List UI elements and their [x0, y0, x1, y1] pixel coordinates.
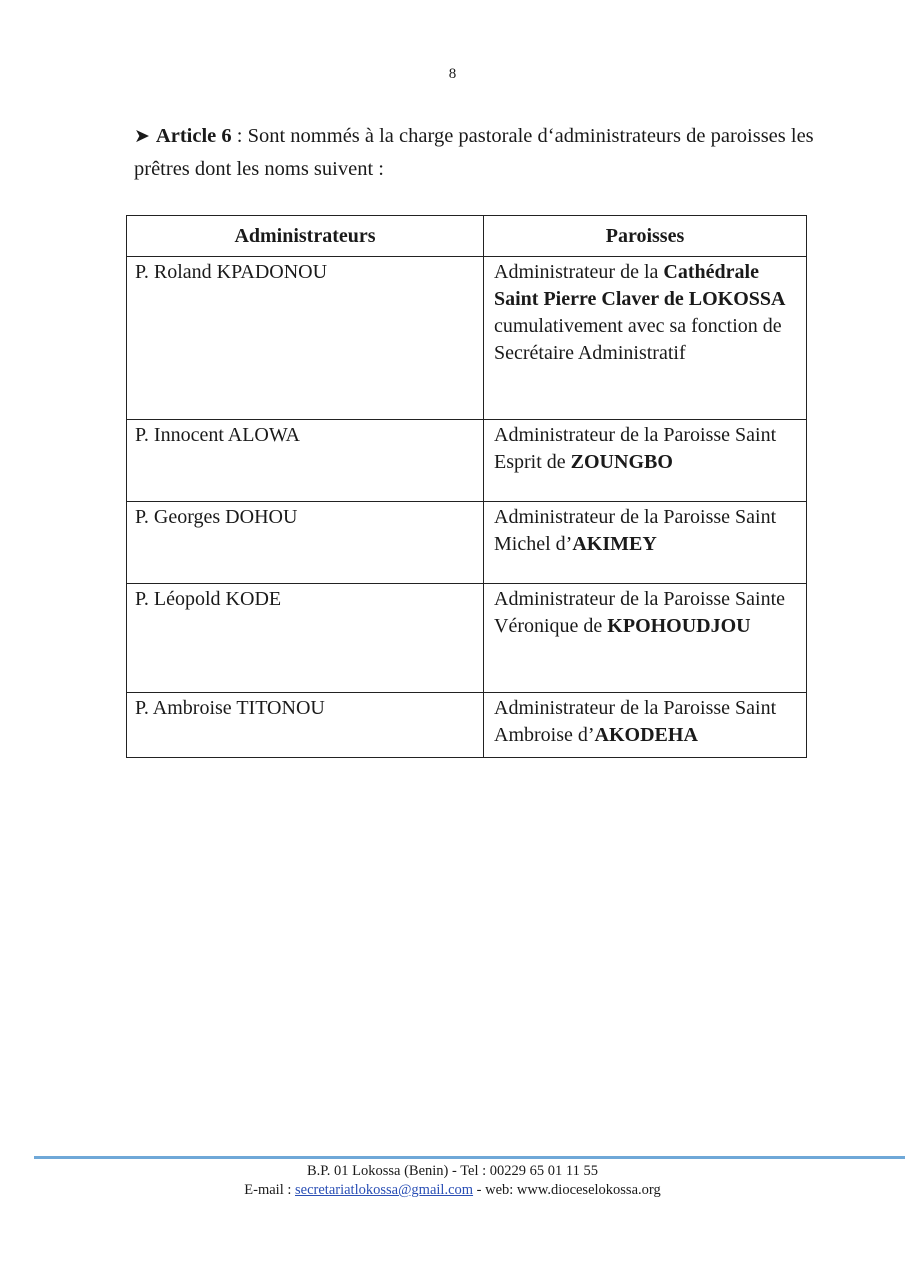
footer-divider [34, 1156, 905, 1159]
table-row [127, 584, 807, 693]
table-row [127, 502, 807, 584]
article-paragraph [134, 120, 824, 185]
parish-assignment: Administrateur de la Paroisse Saint Ambroise d’AKODEHA [484, 693, 807, 758]
nominations-table [126, 215, 807, 758]
admin-name: P. Léopold KODE [127, 584, 484, 693]
table-row [127, 257, 807, 420]
admin-name: P. Georges DOHOU [127, 502, 484, 584]
admin-name: P. Ambroise TITONOU [127, 693, 484, 758]
table-row [127, 420, 807, 502]
footer [0, 1162, 905, 1200]
page-number: 8 [448, 66, 457, 82]
parish-assignment: Administrateur de la Cathédrale Saint Pierre Claver de LOKOSSA cumulativement avec sa fonction de Secrétaire Administratif [484, 257, 807, 420]
email-label: E-mail : [244, 1182, 296, 1198]
table-header-row [127, 216, 807, 257]
table-row [127, 693, 807, 758]
header-administrateurs: Administrateurs [127, 216, 484, 257]
parish-assignment: Administrateur de la Paroisse Saint Esprit de ZOUNGBO [484, 420, 807, 502]
footer-address: B.P. 01 Lokossa (Benin) - Tel : 00229 65 01 11 55 [307, 1163, 598, 1179]
admin-name: P. Roland KPADONOU [127, 257, 484, 420]
web-address: - web: www.dioceselokossa.org [473, 1182, 661, 1198]
header-paroisses: Paroisses [484, 216, 807, 257]
article-text: Sont nommés à la charge pastorale d‘administrateurs de paroisses les prêtres dont les noms suivent : [134, 125, 814, 180]
footer-contact [0, 1181, 905, 1200]
parish-assignment: Administrateur de la Paroisse Saint Michel d’AKIMEY [484, 502, 807, 584]
article-separator: : [231, 125, 248, 147]
admin-name: P. Innocent ALOWA [127, 420, 484, 502]
email-link[interactable]: secretariatlokossa@gmail.com [295, 1182, 474, 1198]
parish-assignment: Administrateur de la Paroisse Sainte Véronique de KPOHOUDJOU [484, 584, 807, 693]
arrow-bullet-icon: ➤ [134, 126, 150, 147]
article-title: Article 6 [155, 125, 232, 147]
